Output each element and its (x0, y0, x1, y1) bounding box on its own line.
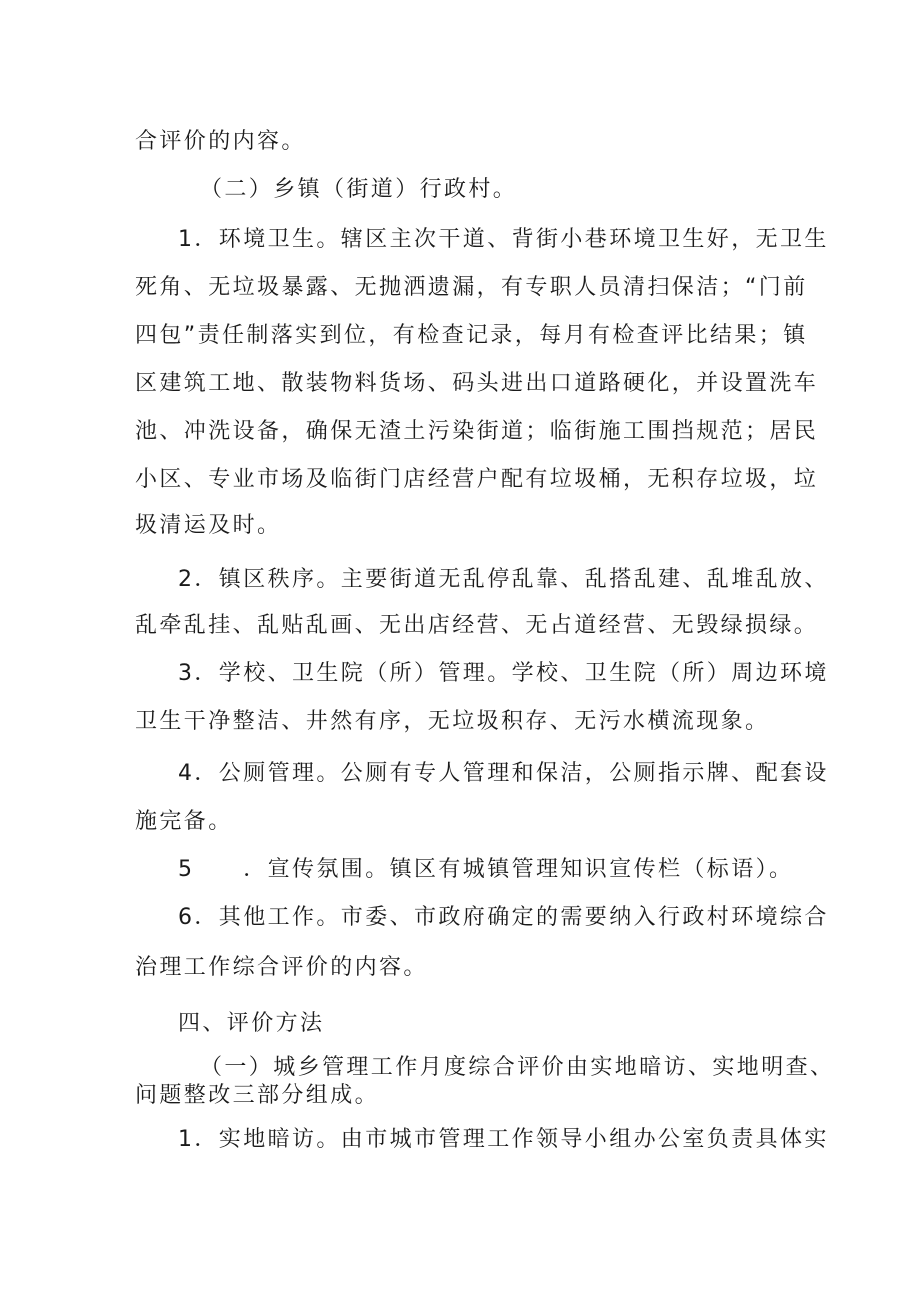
text-line: 乱牵乱挂、乱贴乱画、无出店经营、无占道经营、无毁绿损绿。 (135, 613, 819, 638)
text-line: 治理工作综合评价的内容。 (135, 955, 428, 980)
text-line: 死角、无垃圾暴露、无抛洒遗漏，有专职人员清扫保洁；“门前 (135, 275, 808, 300)
text-line: 施完备。 (135, 809, 233, 834)
text-line: 区建筑工地、散装物料货场、码头进出口道路硬化，并设置洗车 (135, 371, 819, 396)
text-line: 2．镇区秩序。主要街道无乱停乱靠、乱搭乱建、乱堆乱放、 (178, 567, 829, 592)
text-line: 3．学校、卫生院（所）管理。学校、卫生院（所）周边环境 (178, 661, 829, 686)
section-heading: 四、评价方法 (178, 1011, 325, 1036)
text-line: 6．其他工作。市委、市政府确定的需要纳入行政村环境综合 (178, 905, 829, 930)
text-line: 合评价的内容。 (135, 129, 306, 154)
text-line: 1．环境卫生。辖区主次干道、背街小巷环境卫生好，无卫生 (178, 227, 829, 252)
text-line: 池、冲洗设备，确保无渣土污染街道；临街施工围挡规范；居民 (135, 419, 819, 444)
text-line: 问题整改三部分组成。 (135, 1083, 380, 1108)
text-line: 卫生干净整洁、井然有序，无垃圾积存、无污水横流现象。 (135, 709, 770, 734)
text-line: （一）城乡管理工作月度综合评价由实地暗访、实地明查、 (200, 1055, 835, 1080)
text-line: 小区、专业市场及临街门店经营户配有垃圾桶，无积存垃圾，垃 (135, 467, 819, 492)
section-heading: （二）乡镇（街道）行政村。 (200, 177, 518, 202)
text-line: 四包”责任制落实到位，有检查记录，每月有检查评比结果；镇 (135, 323, 808, 348)
text-line: 4．公厕管理。公厕有专人管理和保洁，公厕指示牌、配套设 (178, 761, 829, 786)
text-line: 5 ．宣传氛围。镇区有城镇管理知识宣传栏（标语）。 (178, 857, 794, 882)
text-line: 1．实地暗访。由市城市管理工作领导小组办公室负责具体实 (178, 1127, 829, 1152)
text-line: 圾清运及时。 (135, 513, 282, 538)
